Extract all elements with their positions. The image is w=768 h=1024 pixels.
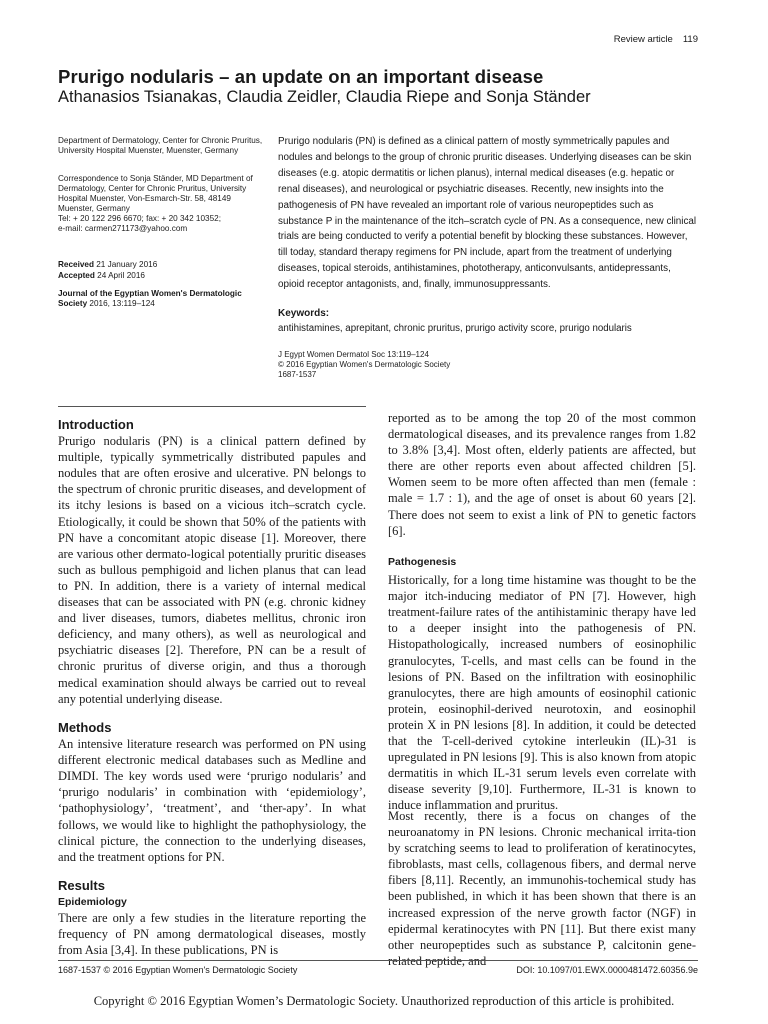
citation-block: [278, 350, 578, 379]
article-title: Prurigo nodularis – an update on an important disease: [58, 66, 544, 87]
section-divider: [58, 406, 366, 407]
journal-ref: 2016, 13:119–124: [89, 299, 155, 308]
received-label: Received: [58, 260, 94, 269]
email: e-mail: carmen271173@yahoo.com: [58, 224, 188, 233]
results-heading: Results: [58, 878, 105, 893]
dates-block: [58, 260, 268, 281]
accepted-label: Accepted: [58, 270, 95, 280]
journal-name: Journal of the Egyptian Women's Dermatologic Society: [58, 289, 242, 308]
keywords-label: Keywords:: [278, 308, 330, 319]
citation-journal: J Egypt Women Dermatol Soc 13:119–124: [278, 350, 429, 359]
methods-text: An intensive literature research was performed on PN using different electronic medical databases such as Medline and DIMDI. The key words used were ‘prurigo nodularis’ and ‘prurigo nodularis’ in combination with ‘epidemiology’, ‘pathophysiology’, ‘treatment’, and ‘ther-apy’. In what follows, we would like to highlight the pathophysiology, the clinical picture, the connection to the underlying diseases, and the treatment options for PN.: [58, 737, 366, 864]
epidemiology-continued: reported as to be among the top 20 of the most common dermatological diseases, and its prevalence ranges from 1.82 to 3.8% [3,4]. Most often, elderly patients are affected, but there are other reports even about affected children [5]. Women seem to be more often affected than men (female : male = 1.7 : 1), and the age of onset is about 60 years [2]. There does not seem to exist a link of PN to genetic factors [6].: [388, 411, 696, 538]
introduction-heading: Introduction: [58, 417, 134, 432]
journal-info: [58, 289, 268, 309]
citation-issn: 1687-1537: [278, 369, 317, 379]
methods-section: [58, 720, 366, 865]
introduction-section: [58, 417, 366, 707]
received-date: 21 January 2016: [96, 260, 158, 269]
footer-doi: DOI: 10.1097/01.EWX.0000481472.60356.9e: [516, 965, 698, 975]
phone-fax: Tel: + 20 122 296 6670; fax: + 20 342 10352;: [58, 214, 221, 223]
copyright-notice: Copyright © 2016 Egyptian Women’s Dermatologic Society. Unauthorized reproduction of this article is prohibited.: [93, 994, 675, 1008]
footer-divider: [58, 960, 698, 961]
page-number: 119: [682, 34, 698, 45]
epidemiology-text: There are only a few studies in the literature reporting the frequency of PN among dermatological diseases, mostly from Asia [3,4]. In these publications, PN is: [58, 911, 366, 958]
accepted-date: 24 April 2016: [97, 270, 145, 280]
results-section: [58, 878, 366, 958]
running-head: [614, 34, 698, 45]
correspondence-block: [58, 174, 268, 234]
correspondence: Correspondence to Sonja Ständer, MD Department of Dermatology, Center for Chronic Pruritus, University Hospital Muenster, Von-Esmarch-Str. 58, 48149 Muenster, Germany: [58, 174, 253, 213]
pathogenesis-text: Historically, for a long time histamine was thought to be the major itch-inducing mediator of PN [7]. However, high treatment-failure rates of the antihistaminic therapy have led to a deeper insight into the pathogenesis of PN. Histopathologically, increased numbers of eosinophilic granulocytes, T-cells, and mast cells can be found in the lesions of PN. Based on the infiltration with eosinophilic granulocytes, there are high amounts of eosinophil cationic protein, eosinophil-derived neurotoxin, and eosinophil protein X in PN lesions [8]. In addition, it could be detected that the T-cell-derived cytokine interleukin (IL)-31 is upregulated in PN lesions [9]. This is also known from atopic dermatitis in which IL-31 serum levels even correlate with disease severity [9,10]. Furthermore, IL-31 is known to induce inflammation and pruritus.: [388, 573, 696, 813]
article-authors: Athanasios Tsianakas, Claudia Zeidler, Claudia Riepe and Sonja Ständer: [58, 88, 591, 106]
abstract: Prurigo nodularis (PN) is defined as a clinical pattern of mostly symmetrically papules and nodules and belongs to the group of chronic pruritic diseases. Underlying diseases can be skin diseases (e.g. atopic dermatitis or lichen planus), internal medical diseases (e.g. hepatic or renal diseases), and neurological or psychiatric diseases. Recently, new insights into the pathogenesis of PN have revealed an important role of various neuropeptides such as substance P in the maintenance of the itch–scratch cycle of PN. As a consequence, new clinical trials are being conducted to verify a potential benefit by blocking these substances. However, till today, standard therapy regimens for PN include, apart from the treatment of underlying diseases, topical steroids, antihistamines, phototherapy, anticonvulsants, antidepressants, opioid receptor antagonists, and, finally, immunosuppressants.: [278, 136, 697, 291]
neuroanatomy-paragraph: Most recently, there is a focus on changes of the neuroanatomy in PN lesions. Chronic mechanical irrita-tion by scratching seems to lead to proliferation of keratinocytes, fibroblasts, mast cells, collagenous fibers, and dermal nerve fibers [8,11]. Recently, an immunohis-tochemical study has been published, in which it has been shown that there is an increased expression of the nerve growth factor (NGF) in epidermal keratinocytes with PN [11]. But there exist many other neuropeptides such as substance P, calcitonin gene-related peptide, and: [388, 809, 696, 968]
keywords: antihistamines, aprepitant, chronic pruritus, prurigo activity score, prurigo nodularis: [278, 323, 632, 334]
pathogenesis-heading: Pathogenesis: [388, 556, 457, 568]
affiliation: Department of Dermatology, Center for Chronic Pruritus, University Hospital Muenster, Muenster, Germany: [58, 136, 263, 155]
footer-issn: 1687-1537 © 2016 Egyptian Women's Dermatologic Society: [58, 965, 298, 975]
introduction-text: Prurigo nodularis (PN) is a clinical pattern defined by multiple, typically symmetrically distributed papules and nodules that are often erosive and ulcerative. PN belongs to the spectrum of chronic pruritic diseases, and development of its itchy lesions is based on a vicious itch–scratch cycle. Etiologically, it could be shown that 50% of the patients with PN have a concomitant atopic disease [1]. Moreover, there are various other dermato-logical potentially pruritic diseases such as bullous pemphigoid and lichen planus that can lead to PN. In addition, there is a variety of internal medical diseases that can be associated with PN (e.g. chronic kidney and liver diseases, tumors, diabetes mellitus, chronic iron deficiency, and many others), as well as neurological and psychiatric diseases [2]. Therefore, PN can be a result of chronic pruritus of diverse origin, and thus a thorough medical examination should always be carried out to reveal any potential underlying disease.: [58, 434, 366, 706]
pathogenesis-section: [388, 554, 696, 814]
citation-copyright: © 2016 Egyptian Women's Dermatologic Society: [278, 359, 451, 369]
epidemiology-heading: Epidemiology: [58, 896, 127, 909]
methods-heading: Methods: [58, 720, 112, 735]
running-head-label: Review article: [613, 34, 673, 45]
